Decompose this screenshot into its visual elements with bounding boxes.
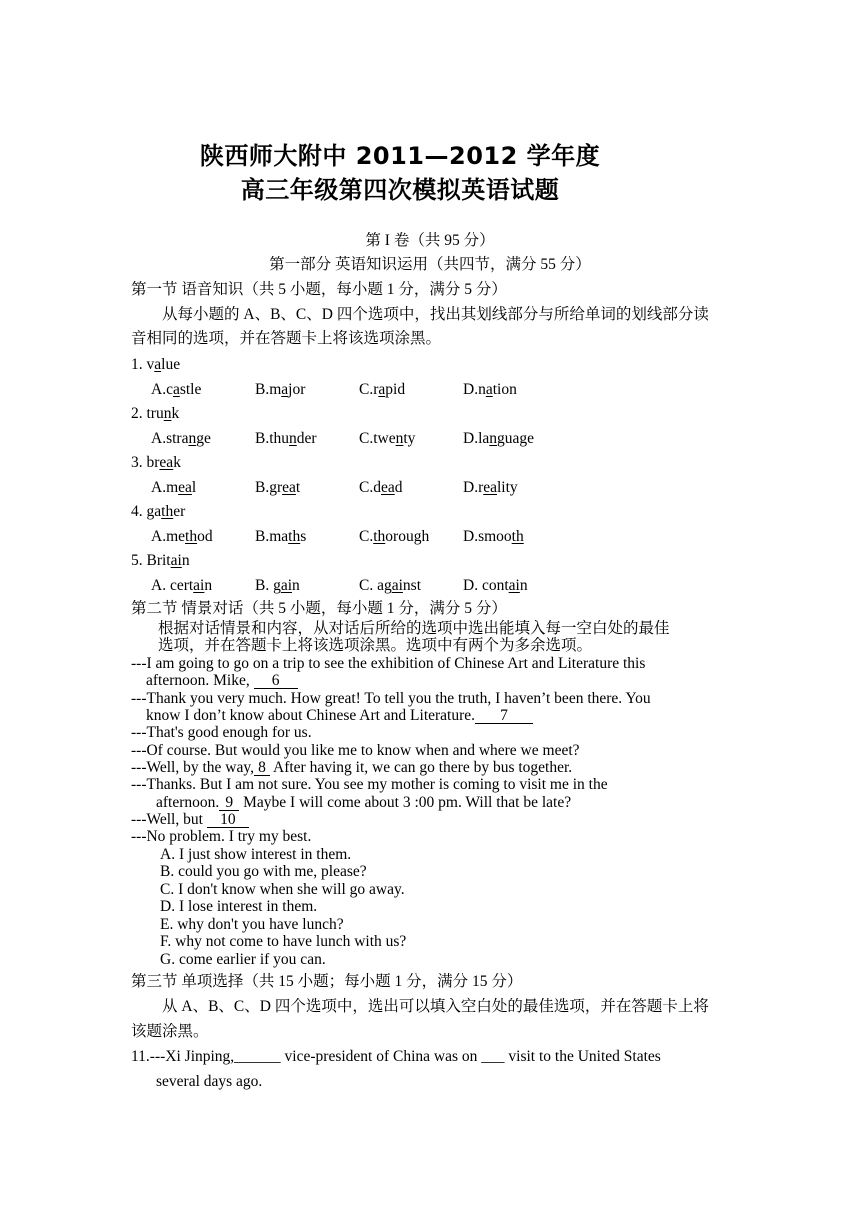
phonetics-question-1: 1. value [131, 356, 181, 373]
blank-9: 9 [219, 795, 239, 811]
blank-6: 6 [254, 673, 298, 689]
part1-heading: 第一部分 英语知识运用（共四节，满分 55 分） [269, 256, 591, 273]
option-c: C.thorough [359, 528, 430, 545]
option-b: B.thunder [255, 430, 317, 447]
dialogue-choice-g: G. come earlier if you can. [160, 951, 326, 968]
dialogue-choice-e: E. why don't you have lunch? [160, 916, 344, 933]
phonetics-options-4 [151, 528, 567, 546]
section1-heading: 第一节 语音知识（共 5 小题，每小题 1 分，满分 5 分） [131, 281, 507, 298]
section3-instruction-2: 该题涂黑。 [131, 1023, 209, 1040]
dialogue-line-1b: afternoon. Mike, 6 [146, 672, 298, 690]
section2-instruction-2: 选项，并在答题卡上将该选项涂黑。选项中有两个为多余选项。 [158, 637, 593, 654]
section3-heading: 第三节 单项选择（共 15 小题；每小题 1 分，满分 15 分） [131, 973, 523, 990]
phonetics-question-5: 5. Britain [131, 552, 190, 569]
dialogue-choice-c: C. I don't know when she will go away. [160, 881, 405, 898]
option-c: C.twenty [359, 430, 416, 447]
section3-instruction-1: 从 A、B、C、D 四个选项中，选出可以填入空白处的最佳选项，并在答题卡上将 [162, 998, 709, 1015]
option-d: D. contain [463, 577, 528, 594]
option-b: B.maths [255, 528, 307, 545]
dialogue-line-4: ---Of course. But would you like me to know when and where we meet? [131, 742, 580, 759]
section1-instruction-1: 从每小题的 A、B、C、D 四个选项中，找出其划线部分与所给单词的划线部分读 [162, 306, 709, 323]
blank-8: 8 [254, 760, 270, 776]
dialogue-choice-b: B. could you go with me, please? [160, 863, 367, 880]
section2-heading: 第二节 情景对话（共 5 小题，每小题 1 分，满分 5 分） [131, 600, 507, 617]
dialogue-line-6a: ---Thanks. But I am not sure. You see my mother is coming to visit me in the [131, 776, 608, 793]
phonetics-options-5 [151, 577, 567, 595]
dialogue-line-5: ---Well, by the way, 8 After having it, we can go there by bus together. [131, 759, 573, 776]
dialogue-line-3: ---That's good enough for us. [131, 724, 312, 741]
option-b: B.major [255, 381, 306, 398]
question-11-line-1: 11.---Xi Jinping,______ vice-president of China was on ___ visit to the United States [131, 1048, 661, 1065]
section1-instruction-2: 音相同的选项，并在答题卡上将该选项涂黑。 [131, 330, 442, 347]
phonetics-question-2: 2. trunk [131, 405, 180, 422]
option-d: D.language [463, 430, 535, 447]
option-b: B. gain [255, 577, 300, 594]
option-d: D.nation [463, 381, 517, 398]
dialogue-choice-f: F. why not come to have lunch with us? [160, 933, 407, 950]
volume-heading: 第 I 卷（共 95 分） [365, 232, 495, 249]
dialogue-line-2a: ---Thank you very much. How great! To tell you the truth, I haven’t been there. You [131, 690, 651, 707]
option-d: D.reality [463, 479, 518, 496]
phonetics-options-2 [151, 430, 567, 448]
dialogue-line-7: ---Well, but 10 [131, 811, 249, 829]
blank-7: 7 [475, 708, 533, 724]
option-a: A.method [151, 528, 213, 545]
option-d: D.smooth [463, 528, 524, 545]
phonetics-options-1 [151, 381, 567, 399]
phonetics-options-3 [151, 479, 567, 497]
section2-instruction-1: 根据对话情景和内容，从对话后所给的选项中选出能填入每一空白处的最佳 [158, 620, 670, 637]
exam-title-line2: 高三年级第四次模拟英语试题 [240, 176, 560, 204]
dialogue-choice-a: A. I just show interest in them. [160, 846, 352, 863]
blank-10: 10 [207, 812, 249, 828]
phonetics-question-3: 3. break [131, 454, 181, 471]
exam-title-line1: 陕西师大附中 2011—2012 学年度 [199, 142, 601, 170]
dialogue-line-2b: know I don’t know about Chinese Art and Literature. 7 [146, 707, 533, 725]
dialogue-choice-d: D. I lose interest in them. [160, 898, 318, 915]
option-c: C. against [359, 577, 421, 594]
dialogue-line-6b: afternoon. 9 Maybe I will come about 3 :00 pm. Will that be late? [156, 794, 572, 811]
option-c: C.rapid [359, 381, 406, 398]
option-b: B.great [255, 479, 301, 496]
option-a: A.strange [151, 430, 211, 447]
option-a: A. certain [151, 577, 213, 594]
phonetics-question-4: 4. gather [131, 503, 186, 520]
dialogue-line-1a: ---I am going to go on a trip to see the exhibition of Chinese Art and Literature this [131, 655, 646, 672]
option-c: C.dead [359, 479, 403, 496]
dialogue-line-8: ---No problem. I try my best. [131, 828, 312, 845]
question-11-line-2: several days ago. [156, 1073, 263, 1090]
option-a: A.castle [151, 381, 202, 398]
option-a: A.meal [151, 479, 197, 496]
